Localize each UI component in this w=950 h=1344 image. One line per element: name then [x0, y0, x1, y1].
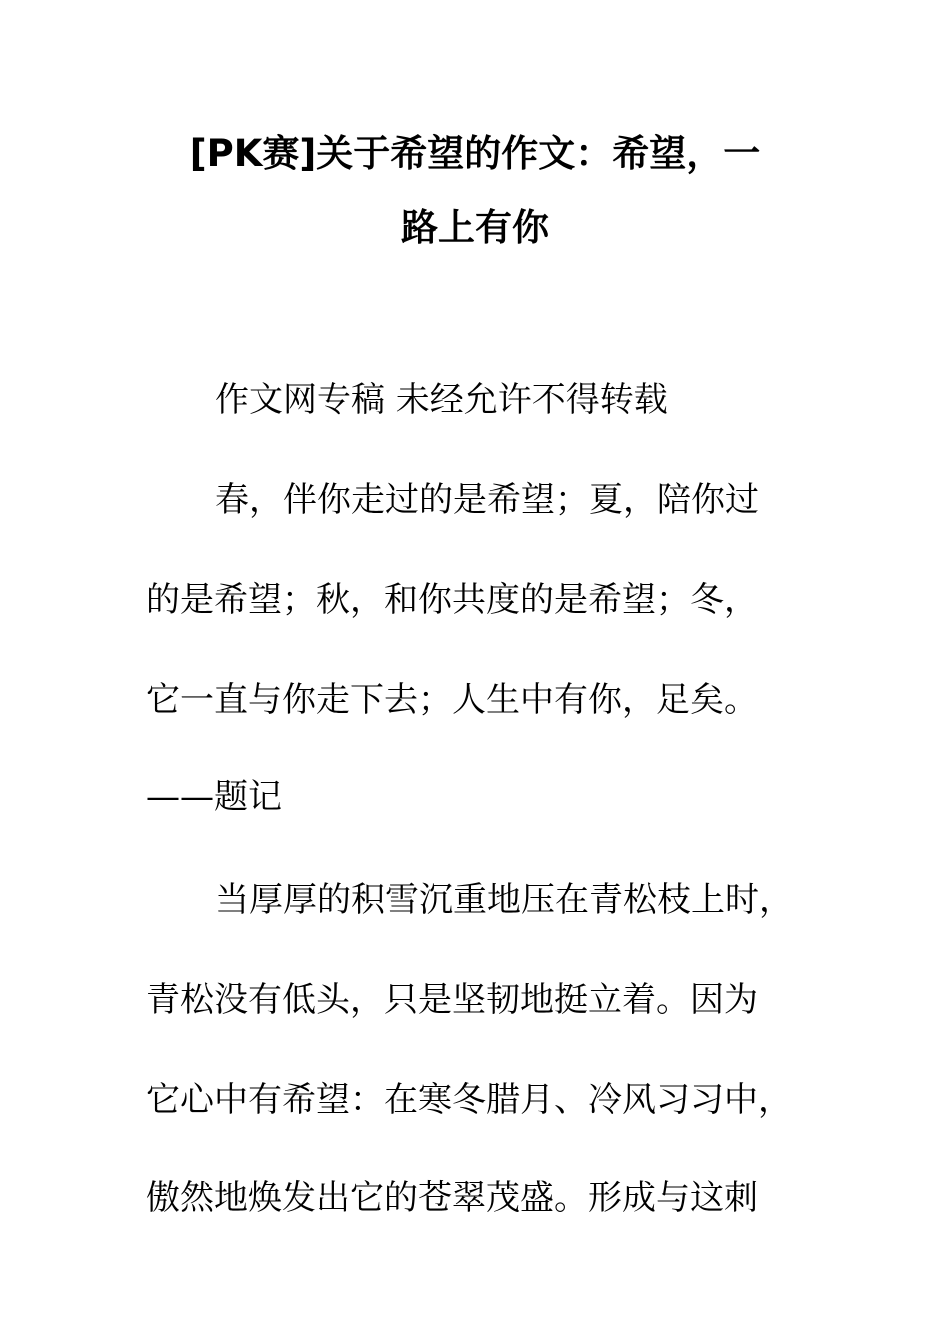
- body-line-1: 作文网专稿 未经允许不得转载: [215, 380, 668, 420]
- body-line-8: 它心中有希望：在寒冬腊月、冷风习习中，: [146, 1080, 792, 1120]
- body-line-2: 春，伴你走过的是希望；夏，陪你过: [215, 480, 759, 520]
- body-line-9: 傲然地焕发出它的苍翠茂盛。形成与这刺: [146, 1178, 758, 1218]
- body-line-7: 青松没有低头，只是坚韧地挺立着。因为: [146, 980, 758, 1020]
- document-title-line-2: 路上有你: [401, 206, 549, 249]
- body-line-6: 当厚厚的积雪沉重地压在青松枝上时，: [215, 880, 793, 920]
- document-title-line-1: [PK赛]关于希望的作文：希望，一: [189, 132, 761, 175]
- body-line-5: ——题记: [146, 777, 282, 817]
- body-line-4: 它一直与你走下去；人生中有你，足矣。: [146, 680, 758, 720]
- body-line-3: 的是希望；秋，和你共度的是希望；冬，: [146, 580, 758, 620]
